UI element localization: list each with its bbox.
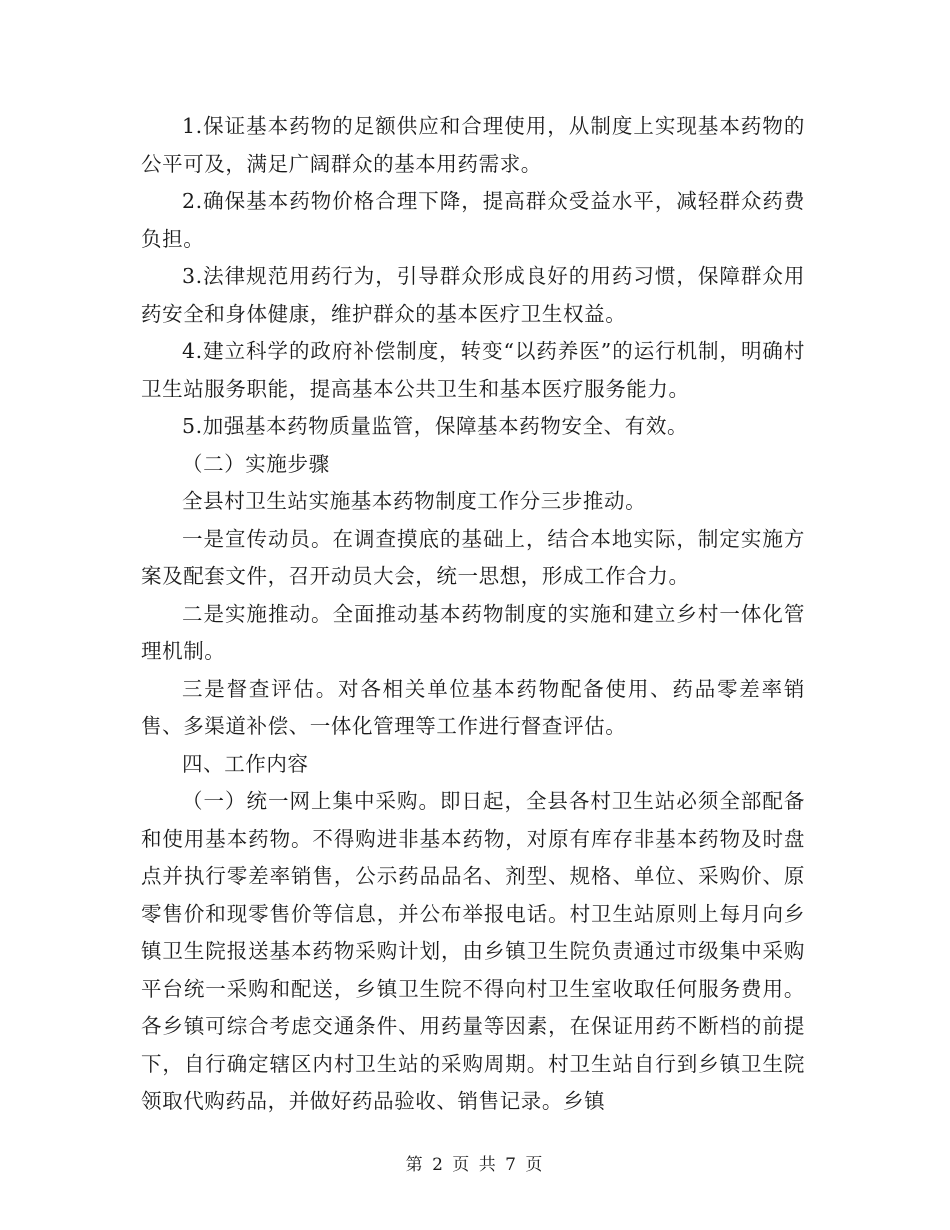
paragraph-goal-4: 4.建立科学的政府补偿制度，转变“以药养医”的运行机制，明确村卫生站服务职能，提高基本公共卫生和基本医疗服务能力。 — [141, 339, 805, 401]
page-number-footer: 第 2 页 共 7 页 — [405, 1155, 545, 1175]
paragraph-goal-1: 1.保证基本药物的足额供应和合理使用，从制度上实现基本药物的公平可及，满足广阔群众的基本用药需求。 — [141, 114, 805, 176]
paragraph-step-2: 二是实施推动。全面推动基本药物制度的实施和建立乡村一体化管理机制。 — [141, 601, 805, 663]
paragraph-steps-intro: 全县村卫生站实施基本药物制度工作分三步推动。 — [182, 489, 647, 513]
section-heading-steps: （二）实施步骤 — [182, 451, 330, 476]
paragraph-goal-2: 2.确保基本药物价格合理下降，提高群众受益水平，减轻群众药费负担。 — [141, 189, 805, 251]
paragraph-step-3: 三是督查评估。对各相关单位基本药物配备使用、药品零差率销售、多渠道补偿、一体化管理等工作进行督查评估。 — [141, 676, 805, 738]
section-heading-work-content: 四、工作内容 — [182, 751, 309, 776]
paragraph-step-1: 一是宣传动员。在调查摸底的基础上，结合本地实际，制定实施方案及配套文件，召开动员大会，统一思想，形成工作合力。 — [141, 526, 805, 588]
paragraph-procurement: （一）统一网上集中采购。即日起，全县各村卫生站必须全部配备和使用基本药物。不得购进非基本药物，对原有库存非基本药物及时盘点并执行零差率销售，公示药品品名、剂型、规格、单位、采购价、原零售价和现零售价等信息，并公布举报电话。村卫生站原则上每月向乡镇卫生院报送基本药物采购计划，由乡镇卫生院负责通过市级集中采购平台统一采购和配送，乡镇卫生院不得向村卫生室收取任何服务费用。各乡镇可综合考虑交通条件、用药量等因素，在保证用药不断档的前提下，自行确定辖区内村卫生站的采购周期。村卫生站自行到乡镇卫生院领取代购药品，并做好药品验收、销售记录。乡镇 — [141, 789, 805, 1113]
paragraph-goal-3: 3.法律规范用药行为，引导群众形成良好的用药习惯，保障群众用药安全和身体健康，维护群众的基本医疗卫生权益。 — [141, 264, 805, 326]
paragraph-goal-5: 5.加强基本药物质量监管，保障基本药物安全、有效。 — [182, 414, 689, 438]
document-body — [141, 108, 805, 1121]
